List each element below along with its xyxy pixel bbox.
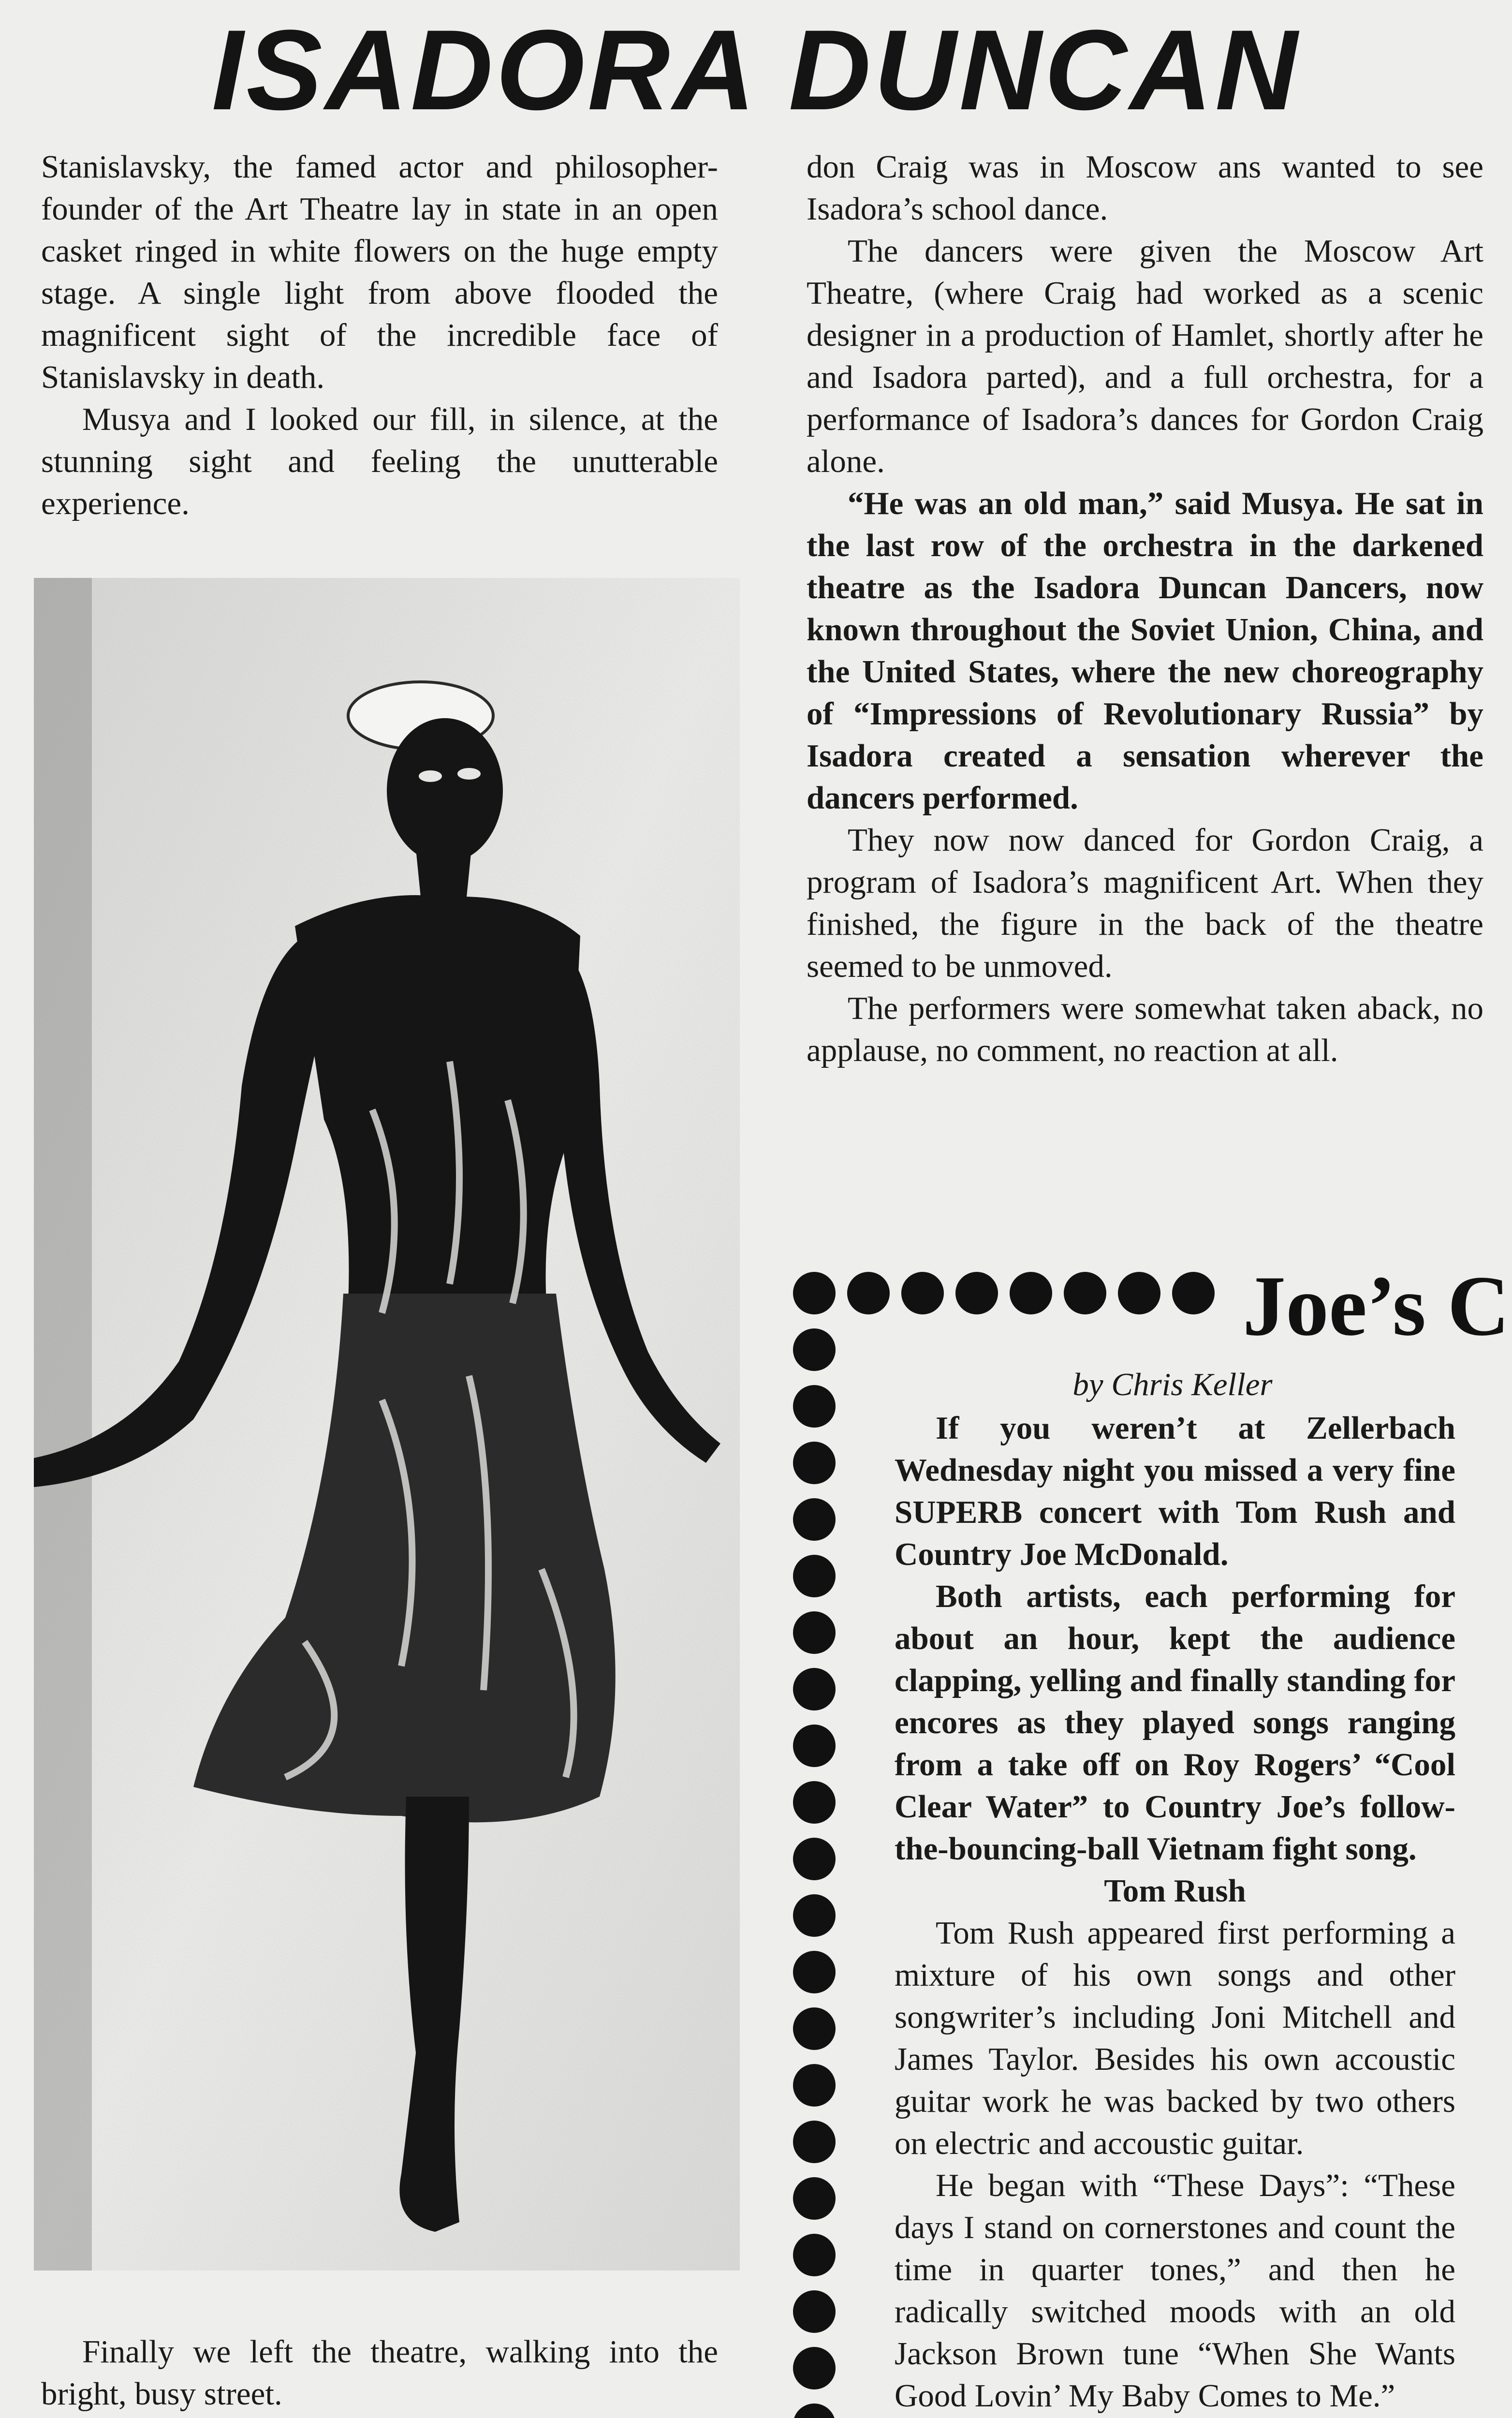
right-column-top xyxy=(807,146,1483,1072)
paragraph: He began with “These Days”: “These days I stand on cornerstones and count the time in quarter tones,” and then he radically switched moods with an old Jackson Brown tune “When She Wants Good Lovin’ My Baby Comes to Me.” xyxy=(895,2167,1455,2414)
border-dot xyxy=(793,2121,836,2163)
paragraph: Tom Rush appeared first performing a mixture of his own songs and other songwriter’s including Joni Mitchell and James Taylor. Besides his own accoustic guitar work he was backed by two others on electric and accoustic guitar. xyxy=(895,1915,1455,2161)
paragraph: Finally we left the theatre, walking into the bright, busy street. xyxy=(41,2334,718,2412)
border-dot xyxy=(793,2007,836,2050)
border-dot xyxy=(793,1668,836,1710)
border-dot xyxy=(901,1272,944,1314)
paragraph-bold: “He was an old man,” said Musya. He sat in the last row of the orchestra in the darkened theatre as the Isadora Duncan Dancers, now known throughout the Soviet Union, China, and the United States, where the new choreography of “Impressions of Revolutionary Russia” by Isadora created a sensation wherever the dancers performed. xyxy=(807,486,1483,816)
paragraph: The dancers were given the Moscow Art Theatre, (where Craig had worked as a scenic designer in a production of Hamlet, shortly after he and Isadora parted), and a full orchestra, for a performance of Isadora’s dances for Gordon Craig alone. xyxy=(807,233,1483,479)
border-dot xyxy=(793,1442,836,1484)
paragraph: Musya and I looked our fill, in silence, at the stunning sight and feeling the unutterable experience. xyxy=(41,401,718,521)
paragraph: They now now danced for Gordon Craig, a program of Isadora’s magnificent Art. When they finished, the figure in the back of the theatre seemed to be unmoved. xyxy=(807,822,1483,984)
border-dot xyxy=(793,1385,836,1428)
border-dot xyxy=(793,1498,836,1541)
border-dot xyxy=(955,1272,998,1314)
border-dot xyxy=(793,1272,836,1314)
byline: by Chris Keller xyxy=(1072,1367,1273,1402)
border-dot xyxy=(793,2064,836,2107)
border-dot xyxy=(1118,1272,1160,1314)
paragraph: don Craig was in Moscow ans wanted to see Isadora’s school dance. xyxy=(807,149,1483,227)
border-dot xyxy=(793,1951,836,1993)
border-dot xyxy=(793,1894,836,1937)
left-column-top xyxy=(41,146,718,525)
border-dot xyxy=(793,2403,836,2418)
border-dot xyxy=(793,2290,836,2333)
paragraph-bold: Both artists, each performing for about an hour, kept the audience clapping, yelling and finally standing for encores as they played songs ranging from a take off on Roy Rogers’ “Cool Clear Water” to Country Joe’s follow-the-bouncing-ball Vietnam fight song. xyxy=(895,1578,1455,1867)
border-dot xyxy=(793,1611,836,1654)
border-dot xyxy=(793,1555,836,1597)
subheading: Tom Rush xyxy=(1104,1873,1246,1909)
border-dot xyxy=(793,1328,836,1371)
dancer-photograph xyxy=(34,578,740,2271)
page-headline: ISADORA DUNCAN xyxy=(211,6,1301,134)
border-dot xyxy=(793,1838,836,1880)
paragraph-bold: If you weren’t at Zellerbach Wednesday night you missed a very fine SUPERB concert with Tom Rush and Country Joe McDonald. xyxy=(895,1410,1455,1572)
border-dot xyxy=(793,2347,836,2389)
border-dot xyxy=(793,2177,836,2220)
border-dot xyxy=(1010,1272,1052,1314)
border-dot xyxy=(847,1272,890,1314)
border-dot xyxy=(1172,1272,1215,1314)
border-dot xyxy=(793,1725,836,1767)
paragraph: Stanislavsky, the famed actor and philosopher-founder of the Art Theatre lay in state in an open casket ringed in white flowers on the huge empty stage. A single light from above flooded the magnificent sight of the incredible face of Stanislavsky in death. xyxy=(41,149,718,395)
joes-article-column xyxy=(895,1407,1455,2418)
border-dot xyxy=(793,2234,836,2276)
border-dot xyxy=(793,1781,836,1824)
paragraph: The performers were somewhat taken aback, no applause, no comment, no reaction at all. xyxy=(807,990,1483,1068)
border-dot xyxy=(1064,1272,1106,1314)
article-title: Joe’s C xyxy=(1243,1258,1510,1354)
paragraph xyxy=(41,2415,718,2418)
left-column-bottom xyxy=(41,2331,718,2418)
